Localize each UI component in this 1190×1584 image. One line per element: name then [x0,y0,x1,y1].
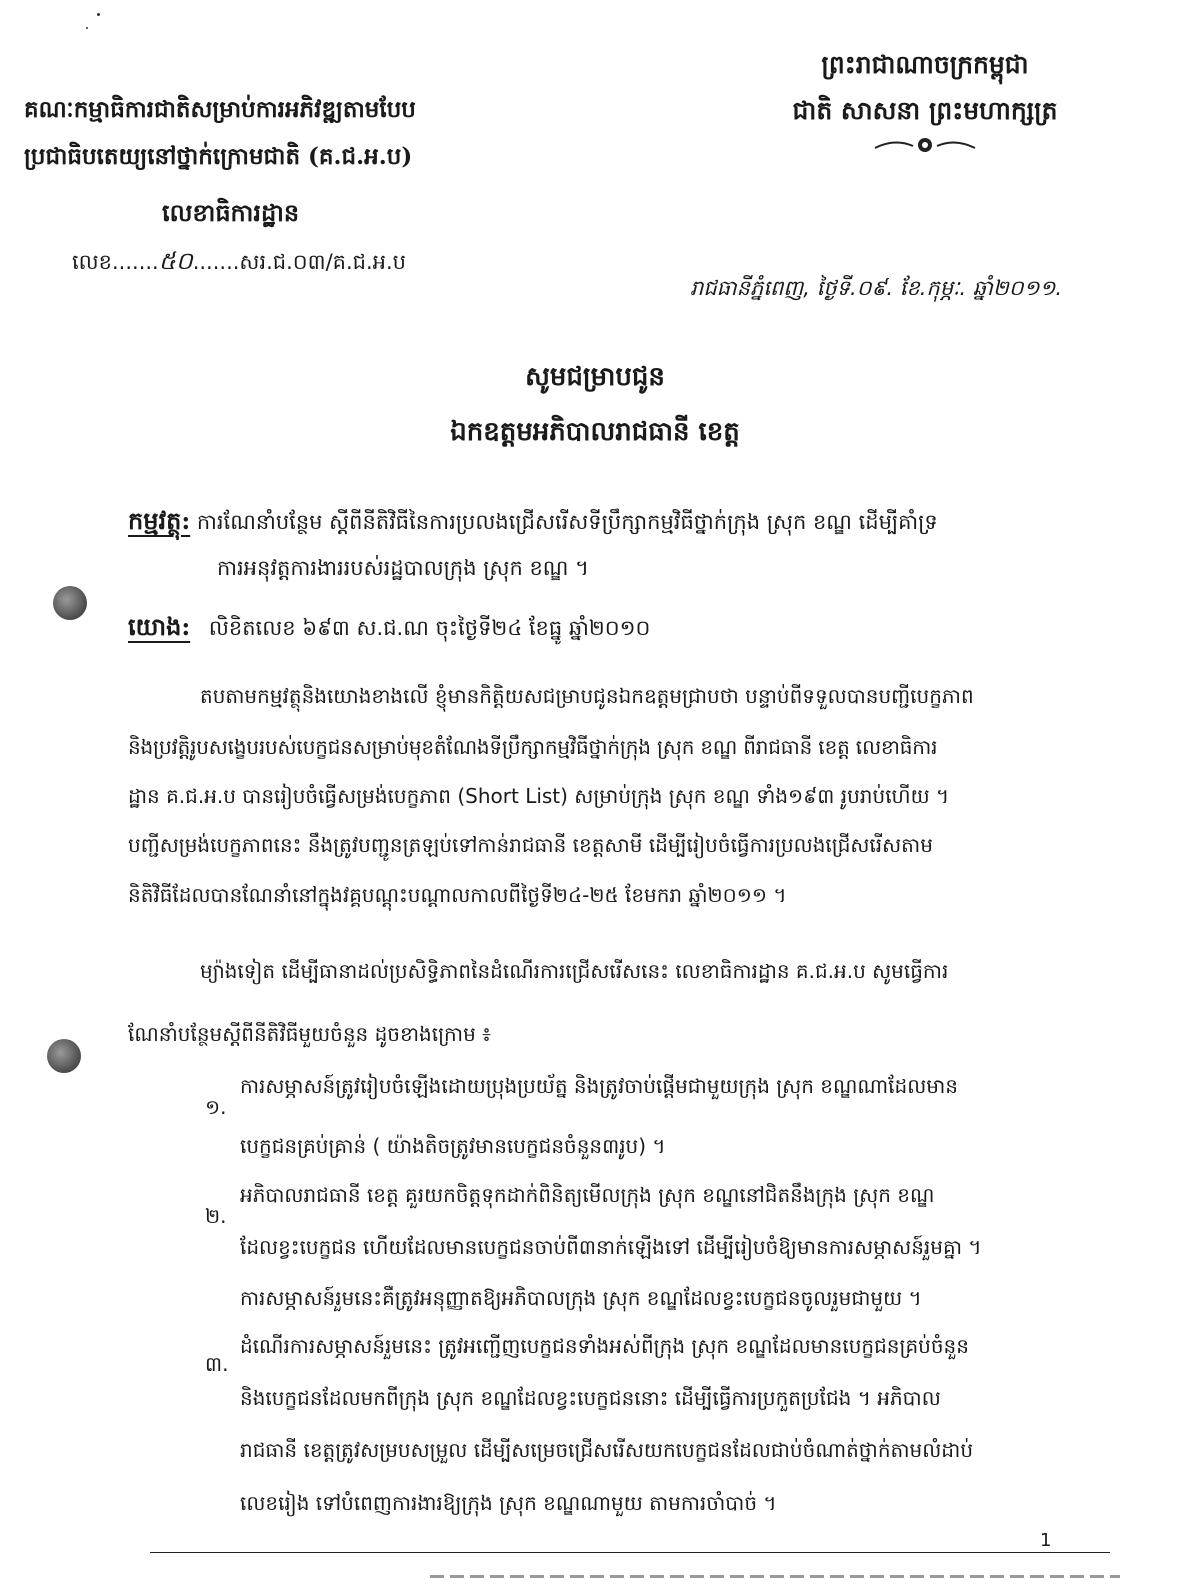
list-item-line: អភិបាលរាជធានី ខេត្ត គួរយកចិត្តទុកដាក់ពិនិត្យមើលក្រុង ស្រុក ខណ្ឌនៅជិតនឹងក្រុង ស្រុក ខណ្ឌ [240,1183,935,1207]
list-item-line: ការសម្ភាសន៍ត្រូវរៀបចំឡើងដោយប្រុងប្រយ័ត្ន និងត្រូវចាប់ផ្តើមជាមួយក្រុង ស្រុក ខណ្ឌណាដែលមាន [240,1074,958,1098]
ref-prefix: លេខ....... [72,250,159,274]
list-item-line: លេខរៀង ទៅបំពេញការងារឱ្យក្រុង ស្រុក ខណ្ឌណាមួយ តាមការចាំបាច់ ។ [240,1491,777,1515]
ref-middle: .......សរ.ជ.០៣ [192,250,326,274]
list-item-number: ២. [205,1204,227,1228]
list-item-line: បេក្ខជនគ្រប់គ្រាន់ ( យ៉ាងតិចត្រូវមានបេក្ខជនចំនួន៣រូប) ។ [240,1134,666,1158]
paragraph-1-line: តបតាមកម្មវត្ថុនិងយោងខាងលើ ខ្ញុំមានកិត្តិយសជម្រាបជូនឯកឧត្តមជ្រាបថា បន្ទាប់ពីទទួលបានបញ្ជីបេក្ខភាព [200,684,974,708]
reference-label: យោង: [128,612,191,641]
footer-cutoff-text [430,1565,1120,1584]
reference-text: លិខិតលេខ ៦៩៣ ស.ជ.ណ ចុះថ្ងៃទី២៤ ខែធ្នូ ឆ្នាំ២០១០ [208,616,651,640]
subject-line2: ការអនុវត្តការងាររបស់រដ្ឋបាលក្រុង ស្រុក ខណ្ឌ ។ [217,556,589,580]
list-item-line: ដំណើរការសម្ភាសន៍រួមនេះ ត្រូវអញ្ជើញបេក្ខជនទាំងអស់ពីក្រុង ស្រុក ខណ្ឌដែលមានបេក្ខជនគ្រប់ចំនួន [240,1334,969,1358]
ref-suffix: /គ.ជ.អ.ប [325,250,407,274]
subject-line1 [128,506,938,541]
list-item-line: រាជធានី ខេត្តត្រូវសម្របសម្រួល ដើម្បីសម្រេចជ្រើសរើសយកបេក្ខជនដែលជាប់ចំណាត់ថ្នាក់តាមលំដាប់ [240,1438,974,1462]
secretariat-label: លេខាធិការដ្ឋាន [162,198,300,227]
subject-label: កម្មវត្ថុ: [128,506,191,535]
scan-speck [97,13,100,16]
punch-hole [53,586,87,620]
list-item-line: និងបេក្ខជនដែលមកពីក្រុង ស្រុក ខណ្ឌដែលខ្វះបេក្ខជននោះ ដើម្បីធ្វើការប្រកួតប្រជែង ។ អភិបាល [240,1386,941,1410]
paragraph-1-line: ដ្ឋាន គ.ជ.អ.ប បានរៀបចំធ្វើសម្រង់បេក្ខភាព (Short List) សម្រាប់ក្រុង ស្រុក ខណ្ឌ ទាំង១៩៣ រូបរាប់ហើយ ។ [128,784,950,808]
paragraph-2-line: ម្យ៉ាងទៀត ដើម្បីធានាដល់ប្រសិទ្ធិភាពនៃដំណើរការជ្រើសរើសនេះ លេខាធិការដ្ឋាន គ.ជ.អ.ប សូមធ្វើការ [200,959,949,983]
reference-number-line [72,246,406,281]
reference-line [128,612,650,647]
national-motto: ជាតិ សាសនា ព្រះមហាក្សត្រ [792,96,1058,125]
paragraph-1-line: និងប្រវត្តិរូបសង្ខេបរបស់បេក្ខជនសម្រាប់មុខតំណែងទីប្រឹក្សាកម្មវិធីថ្នាក់ក្រុង ស្រុក ខណ្ឌ ពីរាជធានី ខេត្ត លេខាធិការ [128,735,938,759]
ref-number-handwritten: ៥០ [158,247,193,275]
date-line: រាជធានីភ្នំពេញ, ថ្ងៃទី.០៩. ខែ.កុម្ភៈ. ឆ្នាំ២០១១. [690,276,1063,300]
recipient-title: ឯកឧត្តមអភិបាលរាជធានី ខេត្ត [450,417,740,447]
paragraph-1-line: បញ្ជីសម្រង់បេក្ខភាពនេះ នឹងត្រូវបញ្ជូនត្រឡប់ទៅកាន់រាជធានី ខេត្តសាមី ដើម្បីរៀបចំធ្វើការប្រលងជ្រើសរើសតាម [128,833,933,857]
ornament-divider [700,134,1150,160]
paragraph-1-line: និតិវិធីដែលបានណែនាំនៅក្នុងវគ្គបណ្តុះបណ្តាលកាលពីថ្ងៃទី២៤-២៥ ខែមករា ឆ្នាំ២០១១ ។ [128,883,787,907]
scan-speck [86,27,88,29]
committee-name-line1: គណៈកម្មាធិការជាតិសម្រាប់ការអភិវឌ្ឍតាមបែប [24,96,416,123]
footer-rule [150,1552,1110,1553]
page-number: 1 [1040,1530,1052,1551]
paragraph-2-line: ណែនាំបន្ថែមស្តីពីនីតិវិធីមួយចំនួន ដូចខាងក្រោម ៖ [128,1022,491,1046]
list-item-line: ដែលខ្វះបេក្ខជន ហើយដែលមានបេក្ខជនចាប់ពី៣នាក់ឡើងទៅ ដើម្បីរៀបចំឱ្យមានការសម្ភាសន៍រួមគ្នា ។ [240,1235,982,1259]
subject-text: ការណែនាំបន្ថែម ស្តីពីនីតិវិធីនៃការប្រលងជ្រើសរើសទីប្រឹក្សាកម្មវិធីថ្នាក់ក្រុង ស្រុក ខណ្ឌ ដើម្បីគាំទ្រ [196,510,938,534]
committee-name-line2: ប្រជាធិបតេយ្យនៅថ្នាក់ក្រោមជាតិ (គ.ជ.អ.ប) [24,143,413,170]
punch-hole [47,1039,81,1073]
kingdom-title: ព្រះរាជាណាចក្រកម្ពុជា [821,50,1029,79]
list-item-number: ៣. [205,1352,229,1376]
salutation: សូមជម្រាបជូន [525,362,665,392]
list-item-line: ការសម្ភាសន៍រួមនេះគឺត្រូវអនុញ្ញាតឱ្យអភិបាលក្រុង ស្រុក ខណ្ឌដែលខ្វះបេក្ខជនចូលរួមជាមួយ ។ [240,1286,922,1310]
list-item-number: ១. [205,1095,227,1119]
